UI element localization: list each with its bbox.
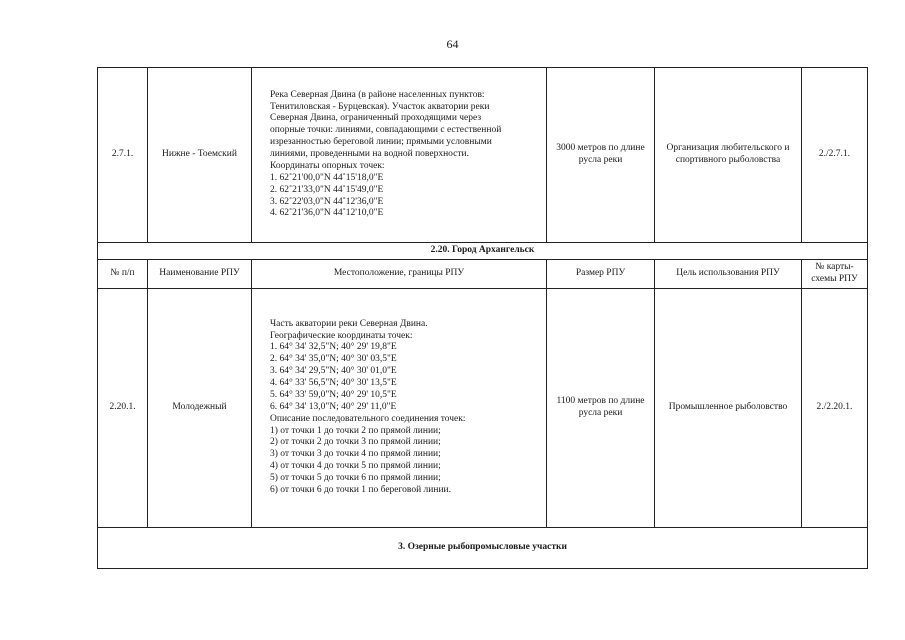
- location-line: Географические координаты точек:: [270, 330, 413, 341]
- header-location: Местоположение, границы РПУ: [252, 260, 547, 289]
- map-number-cell: 2./2.20.1.: [802, 288, 868, 527]
- location-line: 3) от точки 3 до точки 4 по прямой линии;: [270, 449, 441, 460]
- area-size-cell: 3000 метров по длине русла реки: [547, 68, 655, 243]
- table-row: [98, 288, 868, 527]
- location-cell: [252, 68, 547, 243]
- section-row: [98, 243, 868, 260]
- header-purpose: Цель использования РПУ: [655, 260, 802, 289]
- map-number-cell: 2./2.7.1.: [802, 68, 868, 243]
- location-line: 1) от точки 1 до точки 2 по прямой линии;: [270, 425, 441, 436]
- location-line: 5) от точки 5 до точки 6 по прямой линии;: [270, 473, 441, 484]
- fishing-areas-table: [97, 67, 868, 569]
- location-line: 2) от точки 2 до точки 3 по прямой линии;: [270, 437, 441, 448]
- area-size-cell: 1100 метров по длине русла реки: [547, 288, 655, 527]
- header-row: [98, 260, 868, 289]
- location-line: 6) от точки 6 до точки 1 по береговой линии.: [270, 484, 452, 495]
- page-number: 64: [446, 37, 459, 51]
- header-map: № карты-схемы РПУ: [802, 260, 868, 289]
- location-line: 4. 64° 33' 56,5"N; 40° 30' 13,5"E: [270, 378, 397, 389]
- location-line: 4) от точки 4 до точки 5 по прямой линии;: [270, 461, 441, 472]
- location-line: 3. 64° 34' 29,5"N; 40° 30' 01,0"E: [270, 366, 397, 377]
- section-title: 2.20. Город Архангельск: [98, 243, 868, 260]
- location-line: 2. 62˚21'33,0"N 44˚15'49,0"E: [270, 184, 384, 195]
- lake-section-title: 3. Озерные рыбопромысловые участки: [98, 527, 868, 568]
- location-line: линиями, проведенными на водной поверхности.: [270, 149, 469, 160]
- location-line: изрезанностью береговой линии; прямыми условными: [270, 137, 492, 148]
- location-cell: [252, 288, 547, 527]
- location-line: 6. 64° 34' 13,0"N; 40° 29' 11,0"E: [270, 401, 397, 412]
- usage-purpose-cell: Организация любительского и спортивного рыболовства: [655, 68, 802, 243]
- location-line: 1. 64° 34' 32,5"N; 40° 29' 19,8"E: [270, 342, 397, 353]
- row-number-cell: 2.7.1.: [98, 68, 148, 243]
- location-line: 2. 64° 34' 35,0"N; 40° 30' 03,5"E: [270, 354, 397, 365]
- location-line: Координаты опорных точек:: [270, 160, 385, 171]
- section-row: [98, 527, 868, 568]
- location-line: Описание последовательного соединения точек:: [270, 413, 466, 424]
- header-size: Размер РПУ: [547, 260, 655, 289]
- location-line: 3. 62˚22'03,0"N 44˚12'36,0"E: [270, 196, 384, 207]
- row-number-cell: 2.20.1.: [98, 288, 148, 527]
- header-name: Наименование РПУ: [148, 260, 252, 289]
- location-line: Река Северная Двина (в районе населенных пунктов:: [270, 89, 485, 100]
- area-name-cell: Молодежный: [148, 288, 252, 527]
- location-line: 1. 62˚21'00,0"N 44˚15'18,0"E: [270, 172, 384, 183]
- location-line: Северная Двина, ограниченный проходящими через: [270, 113, 482, 124]
- location-line: 4. 62˚21'36,0"N 44˚12'10,0"E: [270, 208, 384, 219]
- table-row: [98, 68, 868, 243]
- location-line: опорные точки: линиями, совпадающими с естественной: [270, 125, 502, 136]
- location-line: Тенитиловская - Бурцевская). Участок акватории реки: [270, 101, 490, 112]
- usage-purpose-cell: Промышленное рыболовство: [655, 288, 802, 527]
- location-line: Часть акватории реки Северная Двина.: [270, 318, 428, 329]
- area-name-cell: Нижне - Тоемский: [148, 68, 252, 243]
- location-line: 5. 64° 33' 59,0"N; 40° 29' 10,5"E: [270, 389, 397, 400]
- header-number: № п/п: [98, 260, 148, 289]
